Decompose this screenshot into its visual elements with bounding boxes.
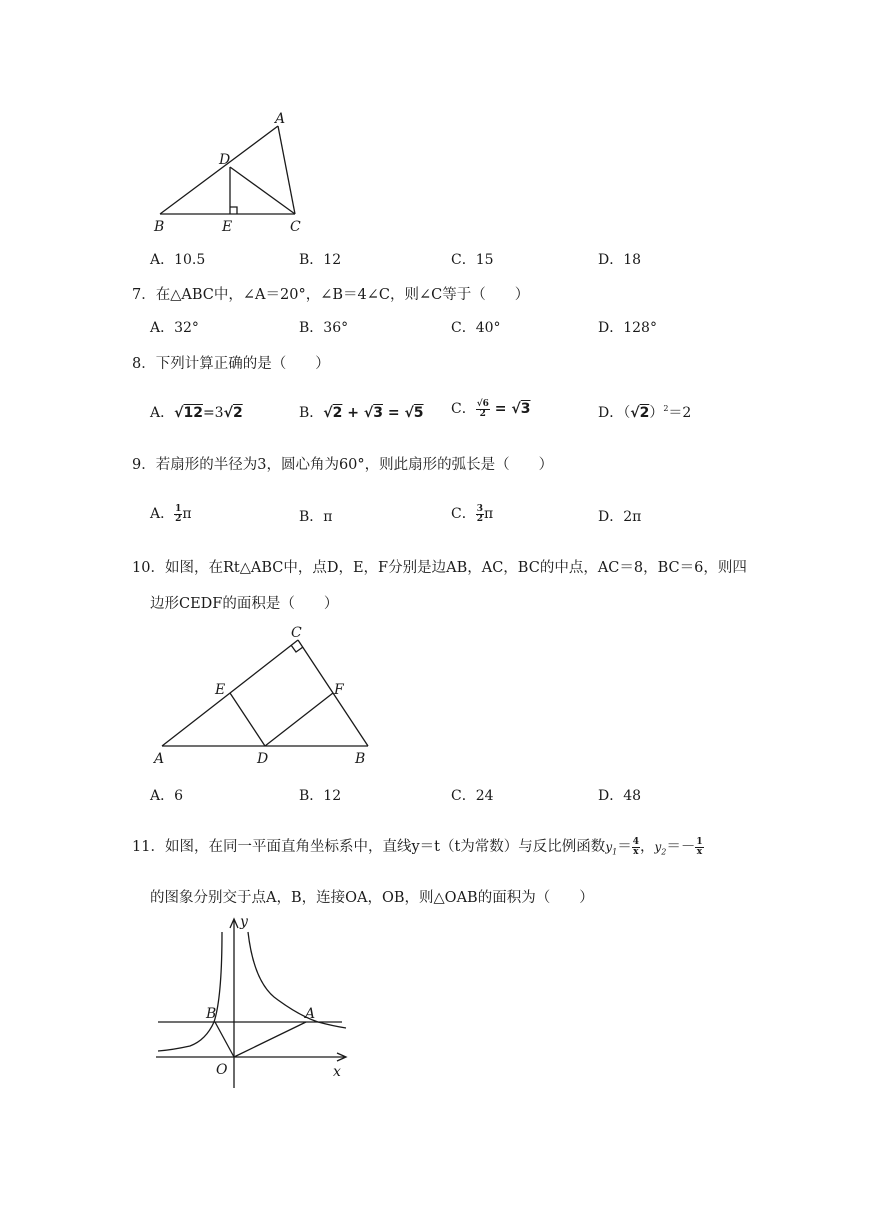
label-d: D (219, 152, 231, 168)
q8-option-b[interactable] (299, 402, 424, 422)
right-angle-mark (291, 645, 303, 652)
q9-option-c[interactable] (451, 503, 493, 524)
y2-expr: $y_2$ (654, 840, 667, 857)
q6-figure (150, 110, 320, 240)
q11-stem-line1 (132, 835, 704, 857)
option-letter: A． (150, 405, 175, 421)
open-paren: （ (623, 405, 631, 421)
q7-option-b[interactable]: B．36° (299, 320, 349, 336)
y1-equals: ＝ (617, 839, 632, 855)
q9-stem: 9．若扇形的半径为3，圆心角为60°，则此扇形的弧长是（ ） (132, 457, 554, 473)
sqrt-3: √3 (363, 405, 383, 421)
equals-2: ＝2 (668, 405, 692, 421)
q8-option-a[interactable] (150, 402, 243, 422)
fraction-1-over-x: $\frac{1}{x}$ (696, 836, 703, 857)
q7-stem: 7．在△ABC中，∠A＝20°，∠B＝4∠C，则∠C等于（ ） (132, 287, 530, 303)
q9-option-d[interactable]: D．2π (598, 509, 642, 525)
q10-option-c[interactable]: C．24 (451, 788, 494, 804)
label-a: A (275, 111, 286, 127)
label-b: B (206, 1006, 217, 1022)
label-a: A (154, 751, 165, 767)
label-f: F (334, 682, 344, 698)
sqrt-2: √2 (223, 405, 243, 421)
fraction-sqrt6-over-2: $\frac{√6}{2}$ (476, 398, 489, 419)
option-letter: C． (451, 506, 476, 522)
curve-y1 (248, 932, 346, 1028)
fraction-4-over-x: $\frac{4}{x}$ (632, 836, 639, 857)
curve-y2 (158, 932, 222, 1051)
label-b: B (154, 219, 165, 235)
q10-stem-line2: 边形CEDF的面积是（ ） (150, 596, 339, 612)
q9-option-b[interactable]: B．π (299, 509, 333, 525)
q7-option-a[interactable]: A．32° (150, 320, 199, 336)
sqrt-2: √2 (323, 405, 343, 421)
segment-ob (215, 1022, 234, 1057)
q11-stem-line2: 的图象分别交于点A，B，连接OA，OB，则△OAB的面积为（ ） (150, 890, 594, 906)
y2-equals: ＝－ (666, 839, 696, 855)
sqrt-2: √2 (630, 405, 650, 421)
q6-option-c[interactable]: C．15 (451, 252, 494, 268)
label-e: E (222, 219, 233, 235)
label-o: O (216, 1062, 228, 1078)
equals-sign: = (382, 405, 405, 421)
label-b: B (355, 751, 366, 767)
y1-expr: $y_1$ (605, 840, 618, 857)
sqrt-12: √12 (174, 405, 203, 421)
comma: ， (639, 839, 655, 855)
pi: π (483, 506, 494, 522)
q6-option-a[interactable]: A．10.5 (150, 252, 206, 268)
segment-oa (234, 1022, 306, 1057)
q8-stem: 8．下列计算正确的是（ ） (132, 356, 330, 372)
equals-sign: = (489, 401, 512, 417)
sqrt-3: √3 (511, 401, 531, 417)
label-x: x (333, 1064, 341, 1080)
equals-3: =3 (202, 405, 224, 421)
q10-option-b[interactable]: B．12 (299, 788, 342, 804)
label-y: y (240, 914, 248, 930)
fraction-3-over-2: $\frac{3}{2}$ (476, 503, 483, 524)
label-a: A (305, 1006, 316, 1022)
pi: π (182, 506, 192, 522)
q6-option-d[interactable]: D．18 (598, 252, 642, 268)
q9-option-a[interactable] (150, 503, 192, 524)
close-paren: ） (649, 405, 664, 421)
q6-option-b[interactable]: B．12 (299, 252, 342, 268)
segment-ac (278, 126, 295, 214)
exponent: 2 (663, 404, 669, 413)
segment-ba (160, 126, 278, 214)
q10-figure (150, 622, 380, 772)
option-letter: B． (299, 405, 324, 421)
q8-option-c[interactable] (451, 398, 530, 419)
label-c: C (291, 625, 302, 641)
label-e: E (215, 682, 226, 698)
fraction-1-over-2: $\frac{1}{2}$ (175, 503, 182, 524)
q11-figure (150, 912, 360, 1092)
option-letter: D． (598, 405, 624, 421)
q7-option-d[interactable]: D．128° (598, 320, 657, 336)
q11-stem-line: y＝t（t为常数）与反比例函数 (411, 839, 606, 855)
segment-df (265, 693, 333, 746)
label-c: C (290, 219, 301, 235)
q10-stem-line1: 10．如图，在Rt△ABC中，点D，E，F分别是边AB，AC，BC的中点，AC＝8，BC＝6，则四 (132, 560, 747, 576)
segment-ed (230, 693, 265, 746)
option-letter: A． (150, 506, 175, 522)
sqrt-5: √5 (404, 405, 424, 421)
q8-option-d[interactable] (598, 402, 691, 422)
q7-option-c[interactable]: C．40° (451, 320, 501, 336)
q11-stem-intro: 11．如图，在同一平面直角坐标系中，直线 (132, 839, 412, 855)
q10-option-a[interactable]: A．6 (150, 788, 184, 804)
option-letter: C． (451, 401, 476, 417)
label-d: D (257, 751, 269, 767)
segment-dc (230, 167, 295, 214)
q10-option-d[interactable]: D．48 (598, 788, 642, 804)
right-angle-mark (230, 207, 237, 214)
plus-sign: + (342, 405, 364, 421)
